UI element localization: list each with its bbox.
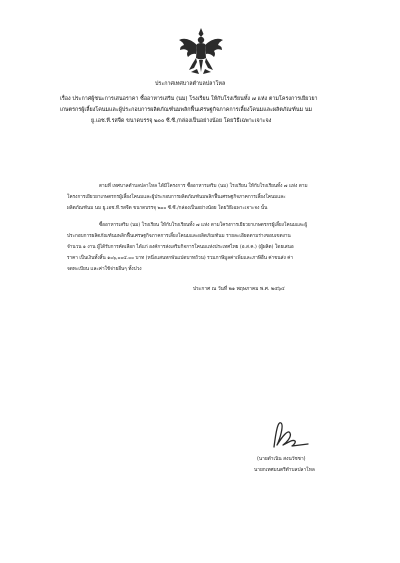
subject-line: ยู.เอช.ที.รสจืด ขนาดบรรจุ ๒๐๐ ซี.ซี./กล่องเป็นอย่างน้อย โดยวิธีเฉพาะเจาะจง: [91, 118, 272, 124]
document-heading: ประกาศเทศบาลตำบลปลาโหล: [155, 81, 226, 87]
paragraph1-line: โครงการเยียวยาเกษตรกรผู้เลี้ยงโคนมและผู้ประกอบการผลิตภัณฑ์นมพลิกฟื้นเศรษฐกิจภาคการเลี้ยงโคนมและ: [67, 195, 286, 200]
paragraph2-line: ราคา เป็นเงินทั้งสิ้น ๑๐๖,๐๐๔.๐๐ บาท (หนึ่งแสนหกพันแปดบาทถ้วน) รวมภาษีมูลค่าเพิ่มและภาษีอื่น ค่าขนส่ง ค่า: [67, 256, 294, 261]
paragraph1-line: ตามที่ เทศบาลตำบลปลาโหล ได้มีโครงการ ซื้ออาหารเสริม (นม) โรงเรียน ให้กับโรงเรียนทั้ง ๗ แห่ง ตาม: [99, 184, 308, 189]
paragraph1-line: ผลิตภัณฑ์นม นม ยู.เอช.ที.รสจืด ขนาดบรรจุ ๒๐๐ ซี.ซี./กล่องเป็นอย่างน้อย โดยวิธีเฉพาะเจาะจง นั้น: [67, 206, 268, 211]
signer-title: นายกเทศมนตรีตำบลปลาโหล: [254, 468, 315, 473]
signature-image: [268, 417, 312, 451]
garuda-emblem-icon: [177, 26, 225, 76]
paragraph2-line: จำนวน ๑ งาน ผู้ได้รับการคัดเลือก ได้แก่ องค์การส่งเสริมกิจการโคนมแห่งประเทศไทย (อ.ส.ค.) (ผู้ผลิต) โดยเสนอ: [67, 245, 294, 250]
paragraph2-line: ซื้ออาหารเสริม (นม) โรงเรียน ให้กับโรงเรียนทั้ง ๗ แห่ง ตามโครงการเยียวยาเกษตรกรผู้เลี้ยงโคนมและผู้: [99, 223, 308, 228]
signer-name: (นายดำเนิน สงนวัชชา): [257, 457, 306, 462]
announcement-date: ประกาศ ณ วันที่ ๒๑ พฤษภาคม พ.ศ. ๒๕๖๔: [193, 286, 285, 292]
subject-line: เกษตรกรผู้เลี้ยงโคนมและผู้ประกอบการผลิตภัณฑ์นมพลิกฟื้นเศรษฐกิจภาคการเลี้ยงโคนมและผลิตภัณฑ์นม นม: [60, 107, 313, 113]
paragraph2-line: ประกอบการผลิตภัณฑ์นมพลิกฟื้นเศรษฐกิจภาคการเลี้ยงโคนมและผลิตภัณฑ์นม รายละเอียดตามร่างขอบเขตงาน: [67, 234, 291, 239]
paragraph2-line: จดทะเบียน และค่าใช้จ่ายอื่นๆ ทั้งปวง: [67, 267, 142, 272]
subject-line: เรื่อง ประกาศผู้ชนะการเสนอราคา ซื้ออาหารเสริม (นม) โรงเรียน ให้กับโรงเรียนทั้ง ๗ แห่ง ตามโครงการเยียวยา: [60, 96, 318, 102]
